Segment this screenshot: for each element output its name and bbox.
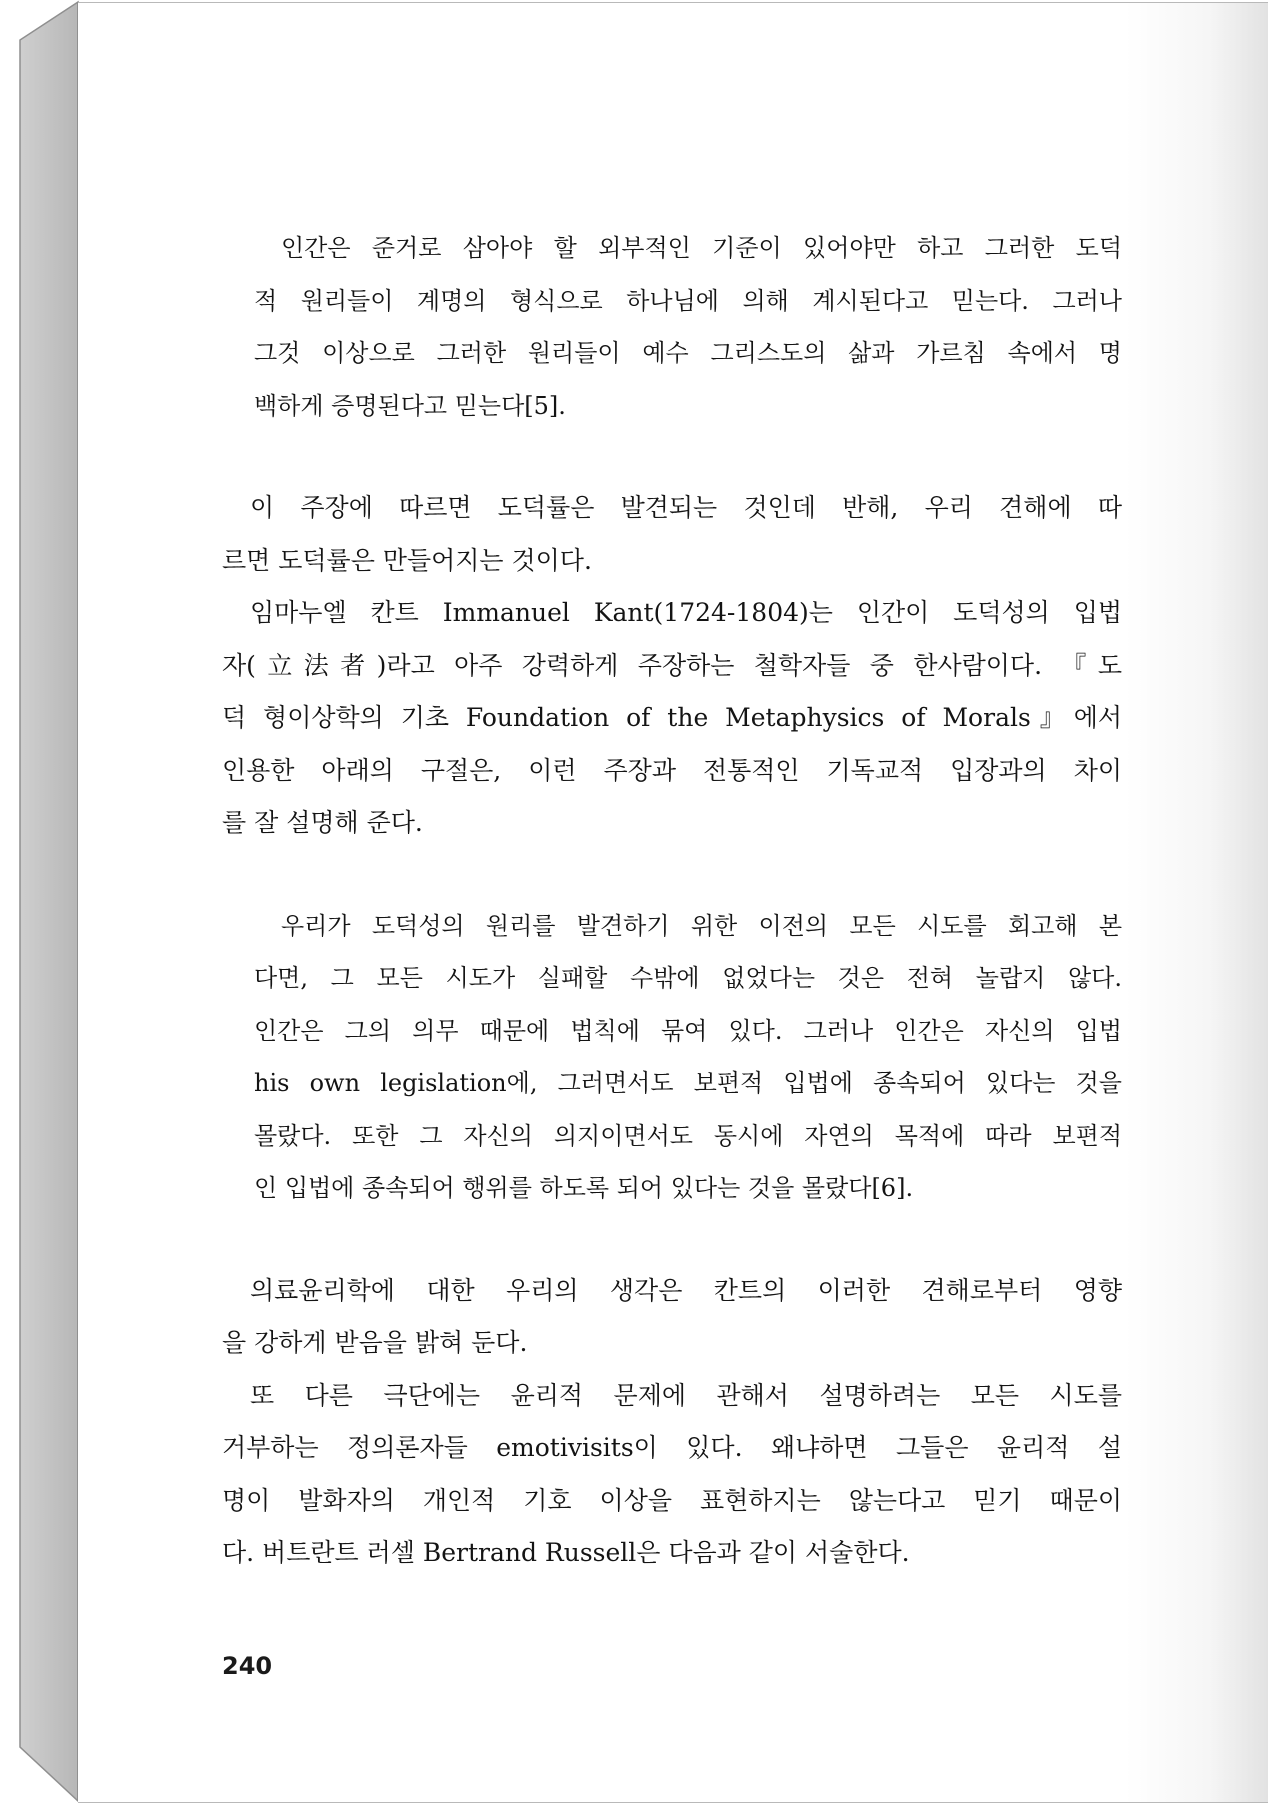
- text-line: 다면, 그 모든 시도가 실패할 수밖에 없었다는 것은 전혀 놀랍지 않다.: [254, 964, 1122, 992]
- page-body: [222, 222, 1122, 1580]
- text-line: 인간은 준거로 삼아야 할 외부적인 기준이 있어야만 하고 그러한 도덕: [281, 234, 1122, 262]
- text-line: 인간은 그의 의무 때문에 법칙에 묶여 있다. 그러나 인간은 자신의 입법: [254, 1016, 1122, 1045]
- paragraph-gap: [222, 850, 1122, 902]
- text-line: 자(立法者)라고 아주 강력하게 주장하는 철학자들 중 한사람이다. 『도: [222, 650, 1122, 680]
- text-line: 덕 형이상학의 기초 Foundation of the Metaphysics of Morals』에서: [222, 703, 1122, 732]
- text-line: 다. 버트란트 러셀 Bertrand Russell은 다음과 같이 서술한다.: [222, 1538, 910, 1567]
- text-line: 백하게 증명된다고 믿는다[5].: [254, 391, 566, 420]
- text-line: 의료윤리학에 대한 우리의 생각은 칸트의 이러한 견해로부터 영향: [250, 1275, 1122, 1305]
- paragraph-gap: [222, 432, 1122, 484]
- text-line: 를 잘 설명해 준다.: [222, 808, 423, 837]
- text-line: 인 입법에 종속되어 행위를 하도록 되어 있다는 것을 몰랐다[6].: [254, 1174, 914, 1202]
- text-line: 적 원리들이 계명의 형식으로 하나님에 의해 계시된다고 믿는다. 그러나: [254, 286, 1122, 315]
- text-line: 몰랐다. 또한 그 자신의 의지이면서도 동시에 자연의 목적에 따라 보편적: [254, 1121, 1122, 1150]
- text-line: 또 다른 극단에는 윤리적 문제에 관해서 설명하려는 모든 시도를: [250, 1380, 1122, 1410]
- text-line: 우리가 도덕성의 원리를 발견하기 위한 이전의 모든 시도를 회고해 본: [281, 911, 1122, 940]
- text-line: 을 강하게 받음을 밝혀 둔다.: [222, 1328, 528, 1357]
- text-line: his own legislation에, 그러면서도 보편적 입법에 종속되어 있다는 것을: [254, 1069, 1122, 1097]
- text-line: 르면 도덕률은 만들어지는 것이다.: [222, 545, 592, 575]
- text-line: 명이 발화자의 개인적 기호 이상을 표현하지는 않는다고 믿기 때문이: [222, 1485, 1122, 1515]
- text-line: 거부하는 정의론자들 emotivisits이 있다. 왜냐하면 그들은 윤리적 설: [222, 1433, 1122, 1462]
- quote-block-2: [222, 900, 1122, 1215]
- paragraph-4: [222, 1370, 1122, 1580]
- paragraph-1: [222, 482, 1122, 587]
- paragraph-2: [222, 587, 1122, 850]
- paragraph-gap: [222, 1215, 1122, 1267]
- text-line: 임마누엘 칸트 Immanuel Kant(1724-1804)는 인간이 도덕성의 입법: [250, 598, 1122, 627]
- quote-block-1: [222, 222, 1122, 432]
- text-line: 그것 이상으로 그러한 원리들이 예수 그리스도의 삶과 가르침 속에서 명: [254, 339, 1122, 367]
- paragraph-3: [222, 1265, 1122, 1370]
- page-number: 240: [222, 1652, 273, 1680]
- text-line: 이 주장에 따르면 도덕률은 발견되는 것인데 반해, 우리 견해에 따: [250, 493, 1122, 522]
- text-line: 인용한 아래의 구절은, 이런 주장과 전통적인 기독교적 입장과의 차이: [222, 755, 1122, 785]
